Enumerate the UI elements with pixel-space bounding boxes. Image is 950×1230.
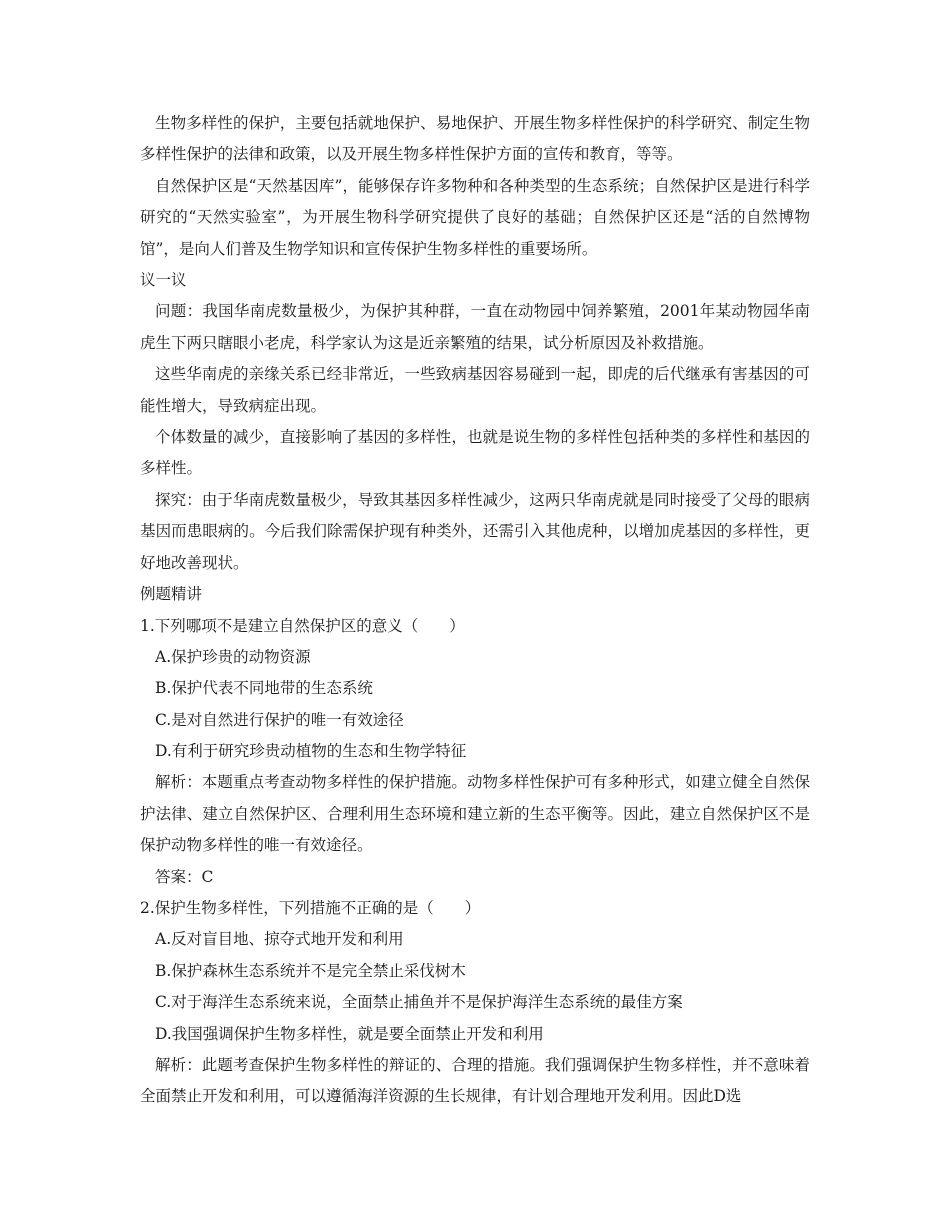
example-1-answer: 答案：C (155, 867, 214, 886)
example-1-option-c: C.是对自然进行保护的唯一有效途径 (155, 710, 404, 729)
paragraph-kinship: 这些华南虎的亲缘关系已经非常近，一些致病基因容易碰到一起，即虎的后代继承有害基因的可能性增大，导致病症出现。 (140, 365, 810, 415)
paragraph-gene-diversity: 个体数量的减少，直接影响了基因的多样性，也就是说生物的多样性包括种类的多样性和基因的多样性。 (140, 428, 810, 478)
document-body (140, 108, 810, 1113)
example-2-option-c: C.对于海洋生态系统来说，全面禁止捕鱼并不是保护海洋生态系统的最佳方案 (155, 993, 683, 1012)
example-2-analysis: 解析：此题考查保护生物多样性的辩证的、合理的措施。我们强调保护生物多样性，并不意味着全面禁止开发和利用，可以遵循海洋资源的生长规律，有计划合理地开发利用。因此D选 (140, 1056, 810, 1106)
example-1-stem: 1.下列哪项不是建立自然保护区的意义（ ） (140, 616, 465, 635)
example-2-stem: 2.保护生物多样性，下列措施不正确的是（ ） (140, 899, 481, 918)
example-2-option-b: B.保护森林生态系统并不是完全禁止采伐树木 (155, 961, 466, 980)
heading-discuss: 议一议 (140, 271, 187, 290)
example-1-option-d: D.有利于研究珍贵动植物的生态和生物学特征 (155, 742, 467, 761)
example-1-analysis: 解析：本题重点考查动物多样性的保护措施。动物多样性保护可有多种形式，如建立健全自然保护法律、建立自然保护区、合理利用生态环境和建立新的生态平衡等。因此，建立自然保护区不是保护动物多样性的唯一有效途径。 (140, 773, 810, 855)
paragraph-nature-reserve: 自然保护区是“天然基因库”，能够保存许多物种和各种类型的生态系统；自然保护区是进行科学研究的“天然实验室”，为开展生物科学研究提供了良好的基础；自然保护区还是“活的自然博物馆”，是向人们普及生物学知识和宣传保护生物多样性的重要场所。 (140, 176, 810, 258)
paragraph-protection-methods: 生物多样性的保护，主要包括就地保护、易地保护、开展生物多样性保护的科学研究、制定生物多样性保护的法律和政策，以及开展生物多样性保护方面的宣传和教育，等等。 (140, 114, 810, 164)
example-1-option-a: A.保护珍贵的动物资源 (155, 647, 311, 666)
heading-examples: 例题精讲 (140, 585, 203, 604)
example-2-option-a: A.反对盲目地、掠夺式地开发和利用 (155, 930, 404, 949)
example-2-option-d: D.我国强调保护生物多样性，就是要全面禁止开发和利用 (155, 1024, 544, 1043)
paragraph-inquiry: 探究：由于华南虎数量极少，导致其基因多样性减少，这两只华南虎就是同时接受了父母的眼病基因而患眼病的。今后我们除需保护现有种类外，还需引入其他虎种，以增加虎基因的多样性，更好地改善现状。 (140, 490, 810, 572)
example-1-option-b: B.保护代表不同地带的生态系统 (155, 679, 373, 698)
paragraph-question: 问题：我国华南虎数量极少，为保护其种群，一直在动物园中饲养繁殖，2001年某动物园华南虎生下两只瞎眼小老虎，科学家认为这是近亲繁殖的结果，试分析原因及补救措施。 (140, 302, 810, 352)
